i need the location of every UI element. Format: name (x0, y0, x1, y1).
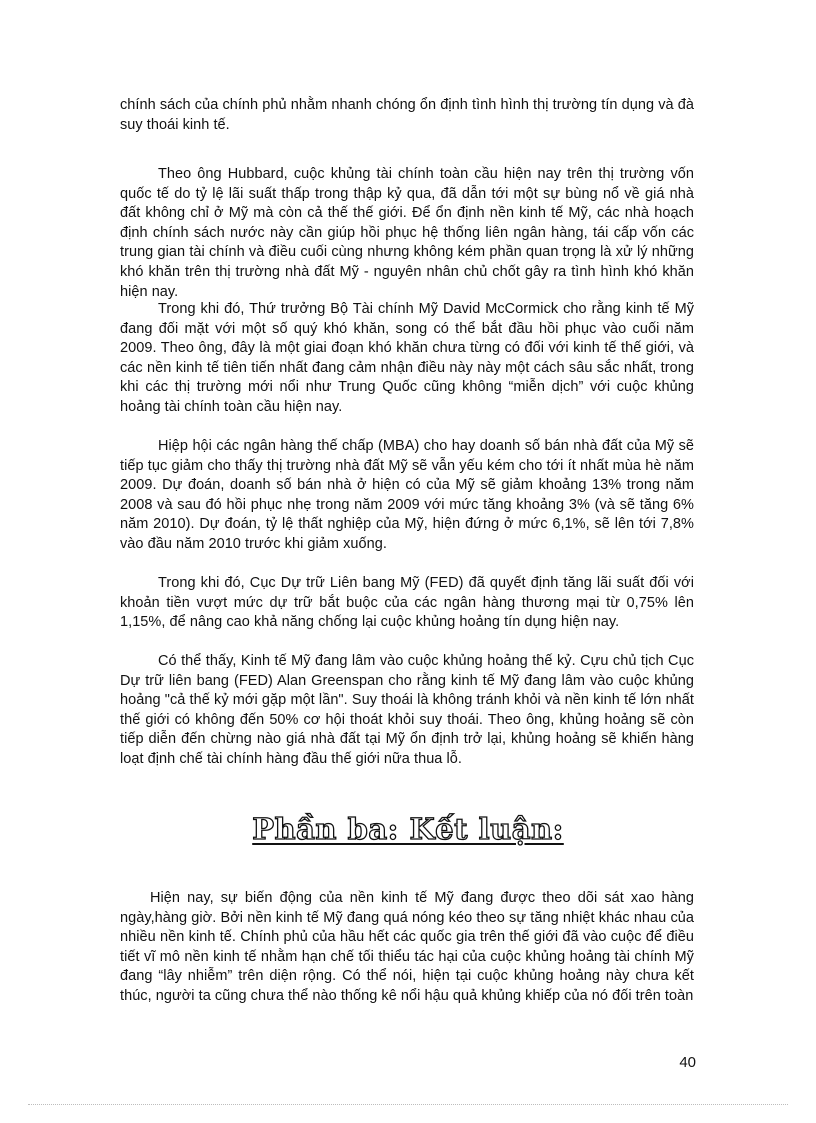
paragraph-greenspan: Có thể thấy, Kinh tế Mỹ đang lâm vào cuộc khủng hoảng thế kỷ. Cựu chủ tịch Cục Dự trữ liên bang (FED) Alan Greenspan cho rằng kinh tế Mỹ đang lâm vào cuộc khủng hoảng "cả thế kỷ mới gặp một lần". Suy thoái là không tránh khỏi và nền kinh tế lớn nhất thế giới có không đến 50% cơ hội thoát khỏi suy thoái. Theo ông, khủng hoảng sẽ còn tiếp diễn đến chừng nào giá nhà đất tại Mỹ ổn định trở lại, khủng hoảng sẽ khiến hàng loạt định chế tài chính hàng đầu thế giới nữa thua lỗ. (120, 653, 694, 767)
paragraph-conclusion: Hiện nay, sự biến động của nền kinh tế Mỹ đang được theo dõi sát xao hàng ngày,hàng giờ. Bởi nền kinh tế Mỹ đang quá nóng kéo theo sự tăng nhiệt khác nhau của nhiều nền kinh tế. Chính phủ của hầu hết các quốc gia trên thế giới đã vào cuộc để điều tiết vĩ mô nền kinh tế nhằm hạn chế tối thiểu tác hại của cuộc khủng hoảng tài chính Mỹ đang “lây nhiễm” trên diện rộng. Có thể nói, hiện tại cuộc khủng hoảng này chưa kết thúc, người ta cũng chưa thể nào thống kê nổi hậu quả khủng khiếp của nó đối trên toàn (120, 890, 694, 1004)
page-number: 40 (679, 1054, 696, 1071)
paragraph-mba: Hiệp hội các ngân hàng thế chấp (MBA) cho hay doanh số bán nhà đất của Mỹ sẽ tiếp tục giảm cho thấy thị trường nhà đất Mỹ sẽ vẫn yếu kém cho tới ít nhất mùa hè năm 2009. Dự đoán, doanh số bán nhà ở hiện có của Mỹ sẽ giảm khoảng 13% trong năm 2008 và sau đó hồi phục nhẹ trong năm 2009 với mức tăng khoảng 3% (và sẽ tăng 6% năm 2010). Dự đoán, tỷ lệ thất nghiệp của Mỹ, hiện đứng ở mức 6,1%, sẽ lên tới 7,8% vào đầu năm 2010 trước khi giảm xuống. (120, 438, 694, 552)
section-heading: Phần ba: Kết luận: (252, 812, 564, 846)
paragraph-hubbard: Theo ông Hubbard, cuộc khủng tài chính toàn cầu hiện nay trên thị trường vốn quốc tế do tỷ lệ lãi suất thấp trong thập kỷ qua, đã dẫn tới một sự bùng nổ về giá nhà đất không chỉ ở Mỹ mà còn cả thế thế giới. Để ổn định nền kinh tế Mỹ, các nhà hoạch định chính sách nước này cần giúp hồi phục hệ thống liên ngân hàng, tái cấp vốn các trung gian tài chính và điều cuối cùng nhưng không kém phần quan trọng là xử lý những khó khăn trên thị trường nhà đất Mỹ - nguyên nhân chủ chốt gây ra tình hình khó khăn hiện nay. (120, 166, 694, 300)
paragraph-mccormick: Trong khi đó, Thứ trưởng Bộ Tài chính Mỹ David McCormick cho rằng kinh tế Mỹ đang đối mặt với một số quý khó khăn, song có thể bắt đầu hồi phục vào cuối năm 2009. Theo ông, đây là một giai đoạn khó khăn chưa từng có đối với kinh tế thế giới, và các nền kinh tế tiên tiến nhất đang cảm nhận điều này này một cách sâu sắc nhất, trong khi các thị trường mới nổi như Trung Quốc cũng không “miễn dịch” với cuộc khủng hoảng tài chính toàn cầu hiện nay. (120, 301, 694, 415)
paragraph-fed: Trong khi đó, Cục Dự trữ Liên bang Mỹ (FED) đã quyết định tăng lãi suất đối với khoản tiền vượt mức dự trữ bắt buộc của các ngân hàng thương mại từ 0,75% lên 1,15%, để nâng cao khả năng chống lại cuộc khủng hoảng tín dụng hiện nay. (120, 575, 694, 631)
footer-divider (28, 1104, 788, 1105)
paragraph-continuation: chính sách của chính phủ nhằm nhanh chóng ổn định tình hình thị trường tín dụng và đà suy thoái kinh tế. (120, 97, 694, 133)
